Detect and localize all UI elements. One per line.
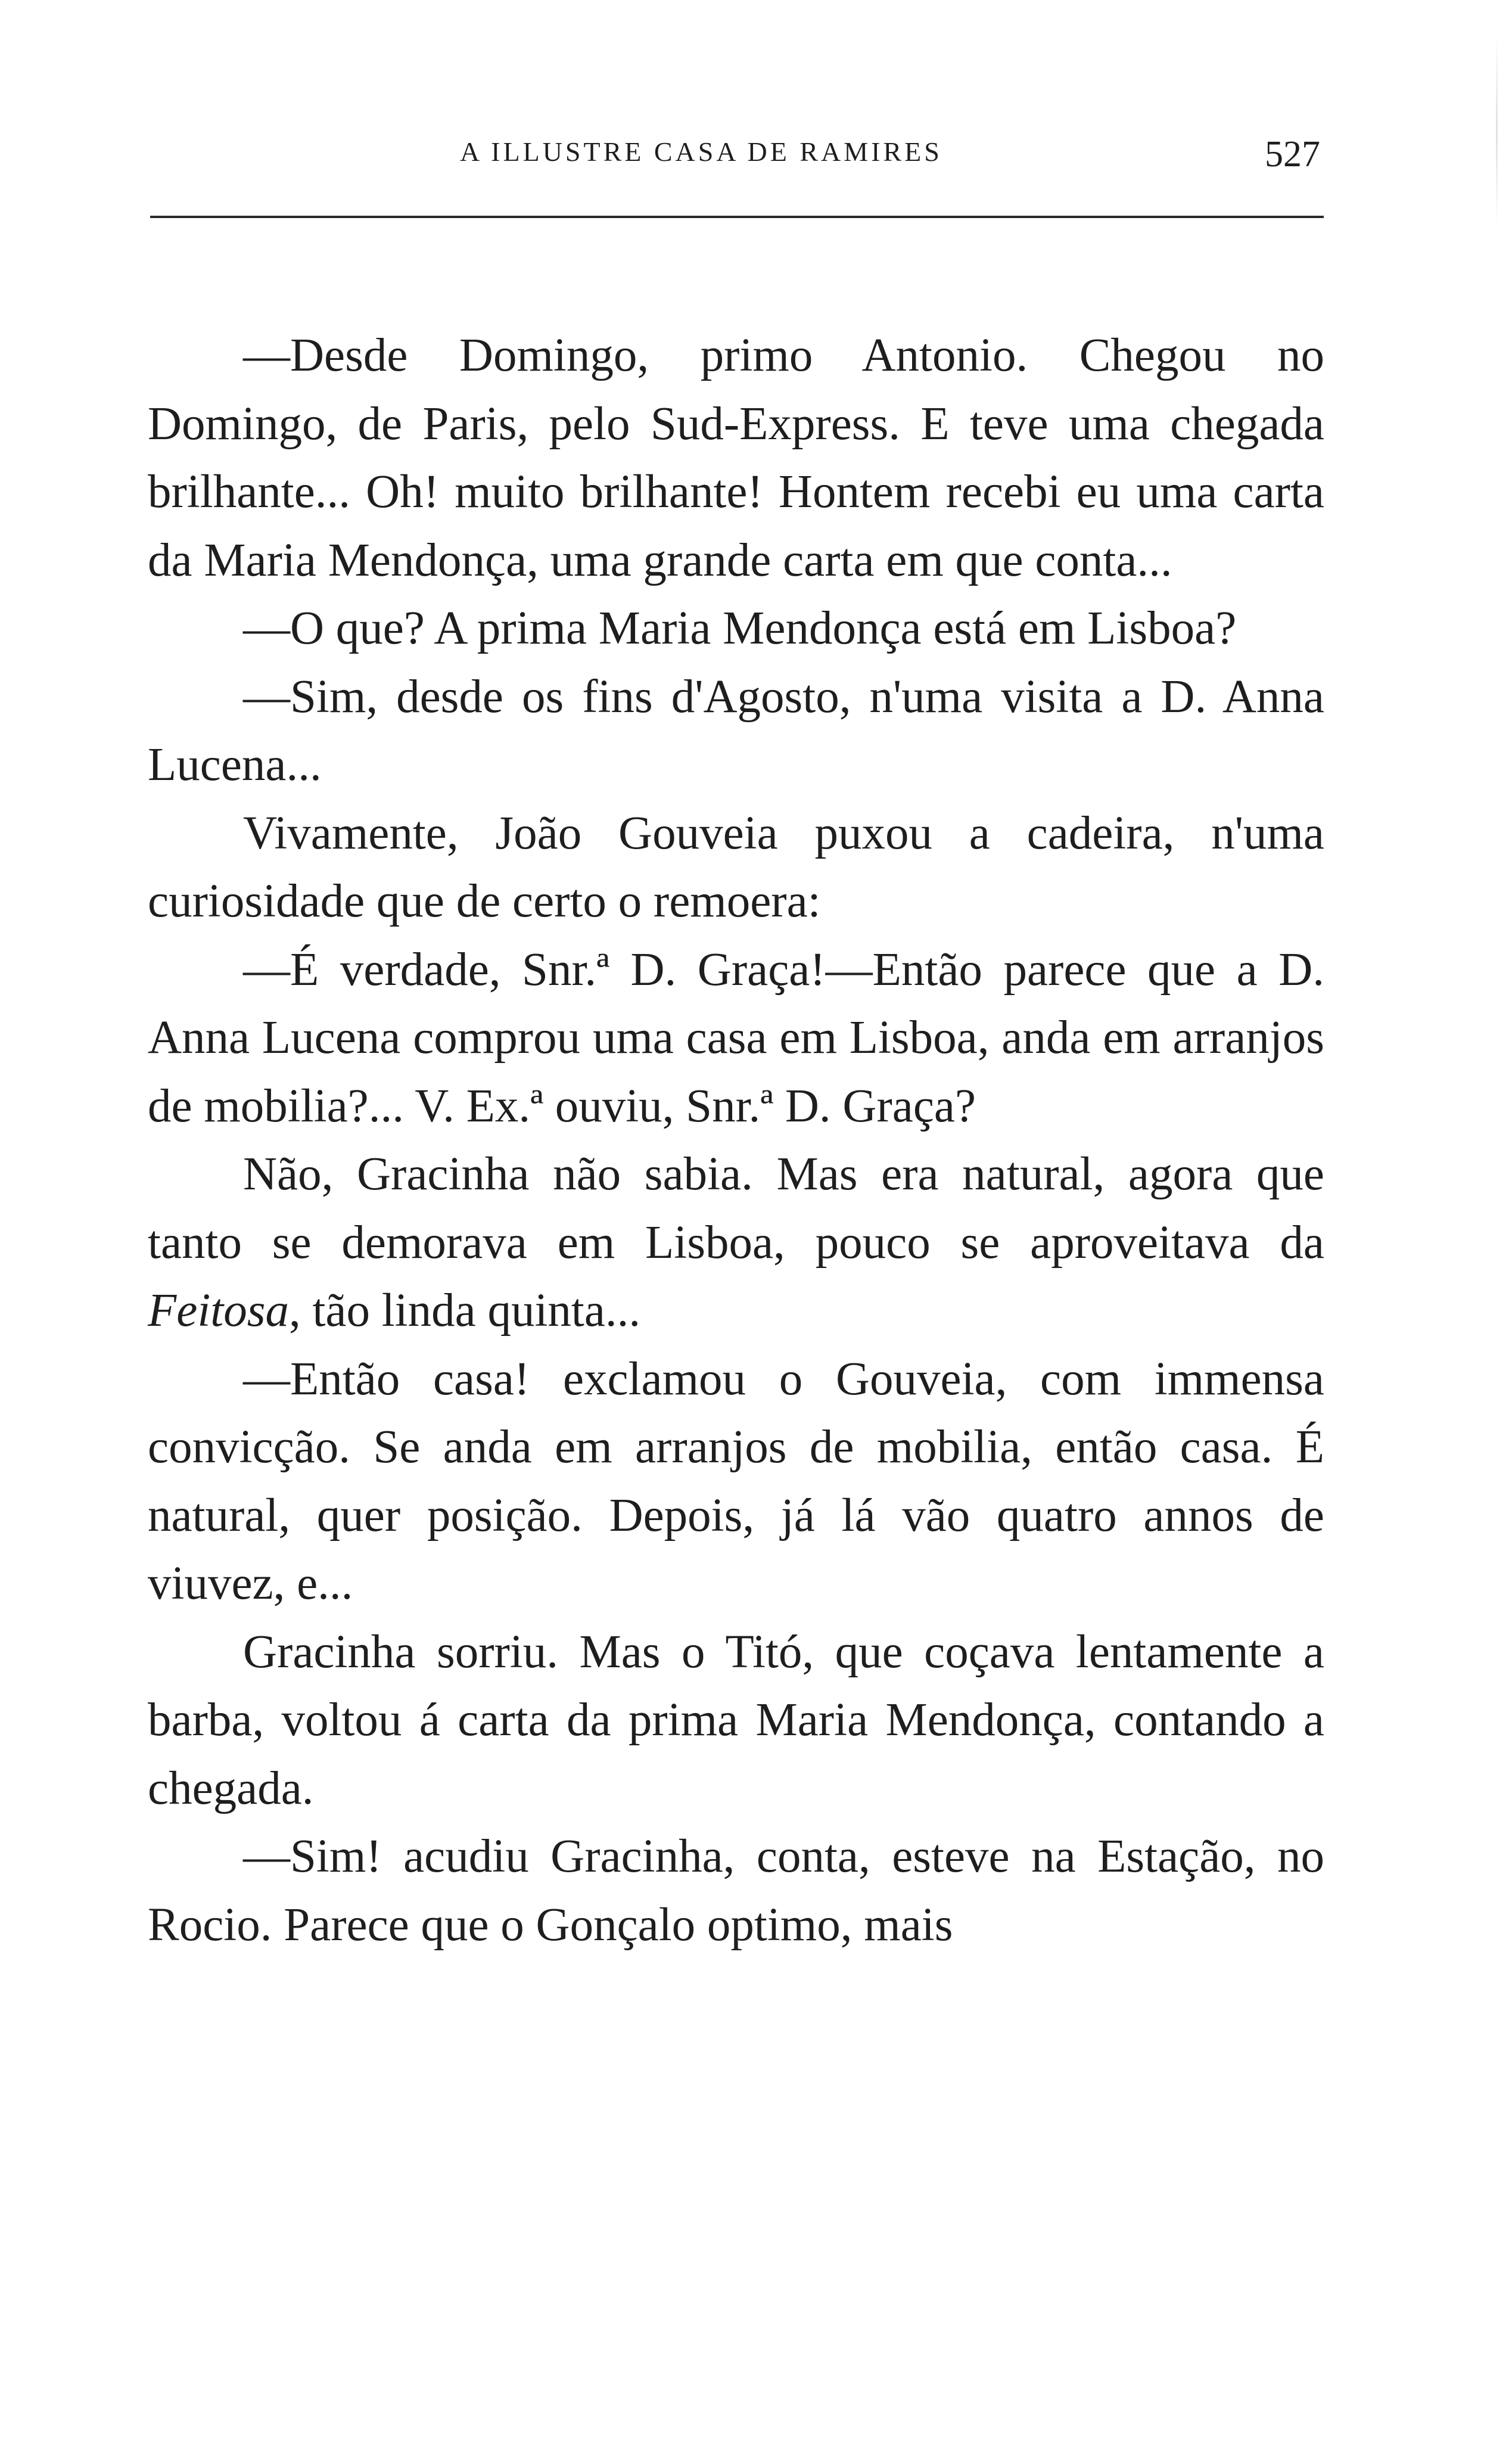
page-number: 527	[1265, 134, 1320, 175]
paragraph-text: Não, Gracinha não sabia. Mas era natural, agora que tanto se demorava em Lisboa, pouco se aproveitava da	[148, 1148, 1324, 1269]
paragraph: —Então casa! exclamou o Gouveia, com immensa convicção. Se anda em arranjos de mobilia, então casa. É natural, quer posição. Depois, já lá vão quatro annos de viuvez, e...	[148, 1353, 1324, 1609]
header-rule	[150, 216, 1324, 218]
paragraph: —Sim! acudiu Gracinha, conta, esteve na Estação, no Rocio. Parece que o Gonçalo optimo, mais	[148, 1831, 1324, 1951]
paragraph	[148, 1140, 1324, 1345]
paragraph: Vivamente, João Gouveia puxou a cadeira, n'uma curiosidade que de certo o remoera:	[148, 807, 1324, 927]
paragraph-text: , tão linda quinta...	[288, 1285, 641, 1337]
running-head	[150, 136, 1324, 184]
body-text	[148, 322, 1324, 1959]
paragraph: —O que? A prima Maria Mendonça está em Lisboa?	[243, 602, 1237, 654]
page-edge-shadow	[1496, 36, 1498, 226]
running-title: A ILLUSTRE CASA DE RAMIRES	[460, 136, 942, 167]
paragraph: —É verdade, Snr.ª D. Graça!—Então parece que a D. Anna Lucena comprou uma casa em Lisboa, anda em arranjos de mobilia?... V. Ex.ª ouviu, Snr.ª D. Graça?	[148, 943, 1324, 1132]
italic-place-name: Feitosa	[148, 1285, 289, 1337]
paragraph: Gracinha sorriu. Mas o Titó, que coçava lentamente a barba, voltou á carta da prima Maria Mendonça, contando a chegada.	[148, 1626, 1324, 1814]
paragraph: —Desde Domingo, primo Antonio. Chegou no Domingo, de Paris, pelo Sud-Express. E teve uma chegada brilhante... Oh! muito brilhante! Hontem recebi eu uma carta da Maria Mendonça, uma grande carta em que conta...	[148, 330, 1324, 586]
paragraph: —Sim, desde os fins d'Agosto, n'uma visita a D. Anna Lucena...	[148, 670, 1324, 791]
